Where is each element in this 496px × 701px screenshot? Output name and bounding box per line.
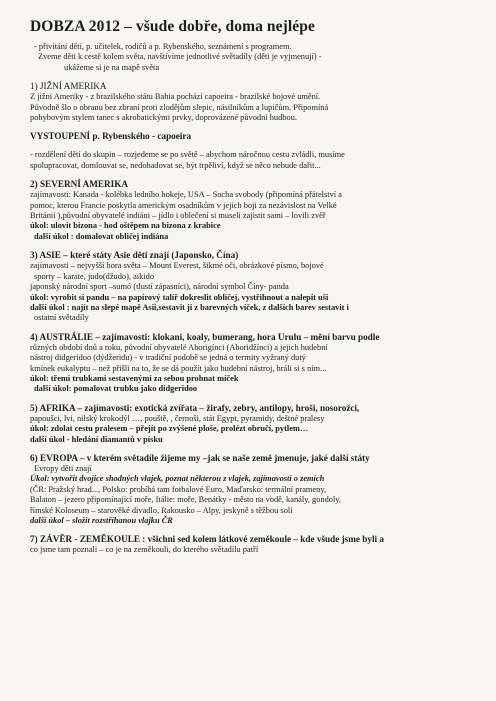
section-north-america [30,179,476,242]
section-line: japonský národní sport –sumó (tlustí zápasníci), národní symbol Číny- panda [30,282,289,292]
task-line: úkol: zdolat cestu pralesem – přejít po zvýšené ploše, prolézt obručí, pytlem… [30,424,309,434]
section-line: Původně šlo o obranu bez zbraní proti zlodějům slepic, násilníkům a lupičům. Připomíná [30,102,329,112]
section-line: spolupracovat, domlouvat se, nedohadovat se, být trpěliví, když se něco nebude dařit... [30,160,321,170]
section-line: zajímavosti: Kanada - kolébka ledního hokeje, USA – Socha svobody (připomíná přátelství a [30,190,342,200]
section-line: pomoc, kterou Francie poskytla americkým osadníkům v jejich boji za nezávislost na Velké [30,200,337,210]
section-asia [30,250,476,323]
section-south-america [30,81,476,123]
task-line: další úkol - hledání diamantů v písku [30,434,163,444]
section-heading: 3) ASIE – které státy Asie děti znají (Japonsko, Čína) [30,250,239,261]
task-line: úkol: třemi trubkami sestavenými za sebou prohnat míček [30,373,239,383]
intro-line: ukážeme si je na mapě světa [64,62,160,72]
task-line: úkol: ulovit bizona - hod oštěpem na bizona z krabice [30,221,221,231]
section-heading: 2) SEVERNÍ AMERIKA [30,179,129,190]
section-heading: 1) JIŽNÍ AMERIKA [30,81,107,92]
section-line: pohybovým stylem tanec s akrobatickými prvky, doprovázené původní hudbou. [30,113,297,123]
section-line: Británii ),původní obyvatelé indiáni – jídlo i oblečení si museli zajistit sami – lovili zvěř [30,211,326,221]
section-performance [30,131,476,142]
intro-line: - přivítání dětí, p. učitelek, rodičů a p. Rybenského, seznámení s programem. [34,42,292,51]
document-title: DOBZA 2012 – všude dobře, doma nejlépe [30,18,315,35]
section-line: (ČR: Pražský hrad..., Polsko: probíhá tam fotbalové Euro, Maďarsko: termální prameny, [30,484,327,494]
section-europe [30,453,476,526]
section-line: kmínek eukalyptu – než přišli na to, že se dá použít jako hudební nástroj, hráli si s ním... [30,363,327,373]
section-heading: 7) ZÁVĚR - ZEMĚKOULE : všichni sed kolem látkové zeměkoule – kde všude jsme byli a [30,534,384,545]
intro-line: Zveme děti k cestě kolem světa, navštívíme jednotlivé světadíly (děti je vyjmenují) - [38,52,322,62]
task-line: další úkol – složit rozstříhanou vlajku ČR [30,516,173,525]
section-line: Evropy děti znají [34,463,92,473]
section-australia [30,332,476,395]
section-line: římské Koloseum – starověké divadlo, Rakousko – Alpy, jeskyně s těžbou solí [30,505,293,515]
section-heading: 4) AUSTRÁLIE – zajímavosti: klokani, koaly, bumerang, hora Urulu – mění barvu podle [30,331,380,342]
section-heading: VYSTOUPENÍ p. Rybenského - capoeira [30,131,192,142]
section-line: sporty – karate, judo(džudo), aikido [34,271,155,281]
task-line: další úkol: pomalovat trubku jako didgeridoo [34,384,198,394]
section-line: Z jižní Ameriky - z brazilského státu Bahia pochází capoeira - brazilské bojové umění. [30,92,321,102]
task-line: další úkol : domalovat obličej indiána [34,231,169,241]
section-line: ostatní světadíly [34,313,89,323]
section-groups [30,150,476,171]
section-africa [30,403,476,445]
section-line: papoušci, lvi, nilský krokodýl …, pouště, , černoši, stát Egypt, pyramidy, deštné pralesy [30,413,325,423]
task-line: úkol: vyrobit si pandu – na papírový talíř dokreslit obličej, vystřihnout a nalepit uši [30,292,329,302]
section-line: co jsme tam poznali – co je na zeměkouli, do kterého světadílu patří [30,545,259,555]
section-line: - rozdělení dětí do skupin – rozjedeme se po světě – abychom náročnou cestu zvládli, musíme [30,150,345,160]
task-line: další úkol : najít na slepé mapě Asii,sestavit ji z barevných víček, z dalších barev sestavit i [30,302,349,312]
section-heading: 5) AFRIKA – zajímavosti: exotická zvířata – žirafy, zebry, antilopy, hroši, nosorožci, [30,402,360,413]
section-conclusion [30,534,476,555]
intro-paragraph [34,42,476,73]
section-line: nástroj didgeridoo (dýdžeridu) - v tradiční podobě se jedná o termity vyžraný dutý [30,353,306,363]
section-line: zajímavosti – nejvyšší hora světa – Mount Everest, šikmé oči, obrázkové písmo, bojové [30,261,324,271]
section-line: různých období dnů a roku, původní obyvatelé Aborigínci (Aboridžínci) a jejich hudební [30,342,328,352]
section-heading: 6) EVROPA – v kterém světadíle žijeme my –jak se naše země jmenuje, jaké další státy [30,452,370,463]
section-line: Balaton – jezero připomínající moře, Itálie: moře, Benátky - město na vodě, kanály, gondoly, [30,495,342,505]
task-line: Úkol: vytvořit dvojice shodných vlajek, poznat některou z vlajek, zajímavosti o zemích [30,474,325,484]
